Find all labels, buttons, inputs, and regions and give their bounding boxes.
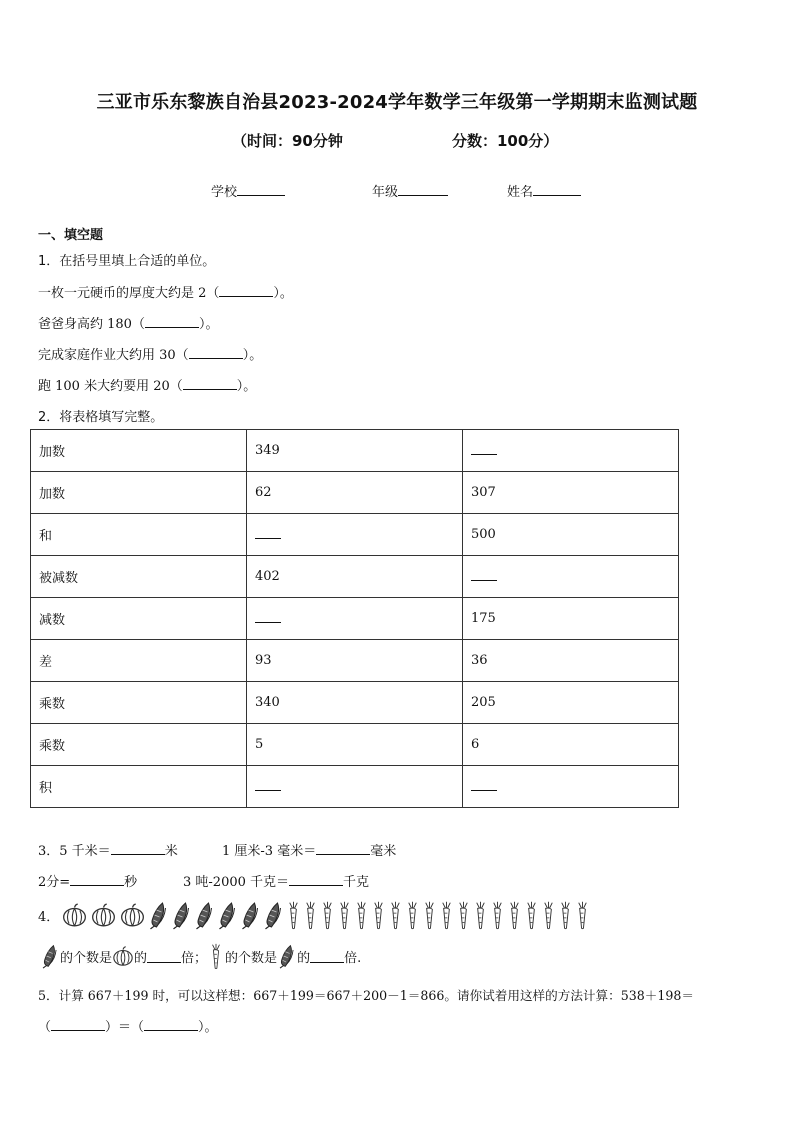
calc-table <box>30 429 679 808</box>
row-label: 和 <box>31 514 247 556</box>
corn-icon <box>262 900 285 930</box>
table-row <box>31 598 679 640</box>
answer-blank[interactable] <box>255 778 281 791</box>
row-label: 差 <box>31 640 247 682</box>
table-cell: 93 <box>247 640 463 682</box>
q4-picture-row <box>60 898 591 932</box>
answer-blank[interactable] <box>255 526 281 539</box>
row-label: 被减数 <box>31 556 247 598</box>
answer-blank[interactable] <box>310 949 344 963</box>
answer-blank[interactable] <box>471 778 497 791</box>
carrot-icon <box>506 900 523 930</box>
name-field <box>507 181 581 200</box>
grade-blank[interactable] <box>398 182 448 196</box>
school-blank[interactable] <box>237 182 285 196</box>
table-cell: 500 <box>463 514 679 556</box>
name-label: 姓名 <box>507 185 534 200</box>
table-row <box>31 514 679 556</box>
exam-score: 分数：100分） <box>452 132 559 150</box>
carrot-icon <box>302 900 319 930</box>
carrot-icon <box>370 900 387 930</box>
answer-cell[interactable] <box>247 598 463 640</box>
answer-blank[interactable] <box>145 314 199 328</box>
answer-blank[interactable] <box>144 1017 198 1031</box>
answer-blank[interactable] <box>289 872 343 886</box>
q3-line-2: 2分= 秒 <box>38 871 137 890</box>
q3-line-2b: 3 吨-2000 千克＝ 千克 <box>183 871 369 890</box>
answer-blank[interactable] <box>183 376 237 390</box>
name-blank[interactable] <box>533 182 581 196</box>
carrot-icon <box>285 900 302 930</box>
answer-blank[interactable] <box>70 872 124 886</box>
q1-item-3: 完成家庭作业大约用 30（ ）。 <box>38 344 262 363</box>
table-cell: 6 <box>463 724 679 766</box>
table-cell: 62 <box>247 472 463 514</box>
pumpkin-icon <box>60 902 89 928</box>
carrot-icon <box>387 900 404 930</box>
carrot-icon <box>319 900 336 930</box>
table-row <box>31 766 679 808</box>
answer-cell[interactable] <box>463 766 679 808</box>
table-row <box>31 472 679 514</box>
q1-item-4: 跑 100 米大约要用 20（ ）。 <box>38 375 256 394</box>
school-field <box>211 181 285 200</box>
corn-icon <box>170 900 193 930</box>
table-cell: 205 <box>463 682 679 724</box>
answer-blank[interactable] <box>219 283 273 297</box>
answer-cell[interactable] <box>247 514 463 556</box>
table-row <box>31 724 679 766</box>
q5-answer-line: （ ）＝（ ）。 <box>38 1016 218 1035</box>
carrot-icon <box>557 900 574 930</box>
exam-title: 三亚市乐东黎族自治县2023-2024学年数学三年级第一学期期末监测试题 <box>96 92 698 113</box>
school-label: 学校 <box>211 185 238 200</box>
q4-question: 的个数是 的 倍； 的个数是 的 倍. <box>40 942 361 970</box>
carrot-icon <box>336 900 353 930</box>
answer-cell[interactable] <box>247 766 463 808</box>
carrot-icon <box>574 900 591 930</box>
row-label: 乘数 <box>31 724 247 766</box>
table-row <box>31 430 679 472</box>
q3-line-1b: 1 厘米-3 毫米＝ 毫米 <box>222 840 396 859</box>
answer-blank[interactable] <box>255 610 281 623</box>
answer-blank[interactable] <box>147 949 181 963</box>
q2-prompt: 2．将表格填写完整。 <box>38 410 164 425</box>
exam-time: （时间：90分钟 <box>232 132 343 150</box>
grade-field <box>372 181 448 200</box>
q1-prompt: 1．在括号里填上合适的单位。 <box>38 254 216 269</box>
q4-number: 4． <box>38 910 60 925</box>
q1-item-1: 一枚一元硬币的厚度大约是 2（ ）。 <box>38 282 293 301</box>
table-row <box>31 640 679 682</box>
table-cell: 175 <box>463 598 679 640</box>
corn-icon <box>193 900 216 930</box>
pumpkin-icon <box>118 902 147 928</box>
answer-blank[interactable] <box>111 841 165 855</box>
carrot-icon <box>472 900 489 930</box>
pumpkin-icon <box>89 902 118 928</box>
row-label: 加数 <box>31 430 247 472</box>
row-label: 乘数 <box>31 682 247 724</box>
table-cell: 36 <box>463 640 679 682</box>
answer-blank[interactable] <box>316 841 370 855</box>
q1-item-2: 爸爸身高约 180（ ）。 <box>38 313 218 332</box>
row-label: 减数 <box>31 598 247 640</box>
carrot-icon <box>404 900 421 930</box>
table-cell: 340 <box>247 682 463 724</box>
corn-icon <box>216 900 239 930</box>
table-cell: 5 <box>247 724 463 766</box>
table-cell: 349 <box>247 430 463 472</box>
table-row <box>31 682 679 724</box>
answer-cell[interactable] <box>463 556 679 598</box>
carrot-icon <box>438 900 455 930</box>
corn-icon <box>239 900 262 930</box>
q5-prompt: 5．计算 667＋199 时，可以这样想：667＋199＝667＋200－1＝866。请你试着用这样的方法计算：538＋198＝ <box>38 988 694 1003</box>
corn-icon <box>147 900 170 930</box>
carrot-icon <box>421 900 438 930</box>
table-cell: 307 <box>463 472 679 514</box>
carrot-icon <box>523 900 540 930</box>
row-label: 加数 <box>31 472 247 514</box>
corn-icon <box>40 943 60 969</box>
carrot-icon <box>540 900 557 930</box>
pumpkin-icon <box>112 944 134 968</box>
table-row <box>31 556 679 598</box>
answer-blank[interactable] <box>189 345 243 359</box>
answer-cell[interactable] <box>463 430 679 472</box>
corn-icon <box>277 943 297 969</box>
carrot-icon <box>353 900 370 930</box>
answer-blank[interactable] <box>471 568 497 581</box>
grade-label: 年级 <box>372 185 399 200</box>
row-label: 积 <box>31 766 247 808</box>
carrot-icon <box>207 943 225 969</box>
carrot-icon <box>455 900 472 930</box>
q3-line-1: 3．5 千米＝ 米 <box>38 840 178 859</box>
table-cell: 402 <box>247 556 463 598</box>
carrot-icon <box>489 900 506 930</box>
section-heading: 一、填空题 <box>38 228 104 243</box>
answer-blank[interactable] <box>471 442 497 455</box>
answer-blank[interactable] <box>51 1017 105 1031</box>
